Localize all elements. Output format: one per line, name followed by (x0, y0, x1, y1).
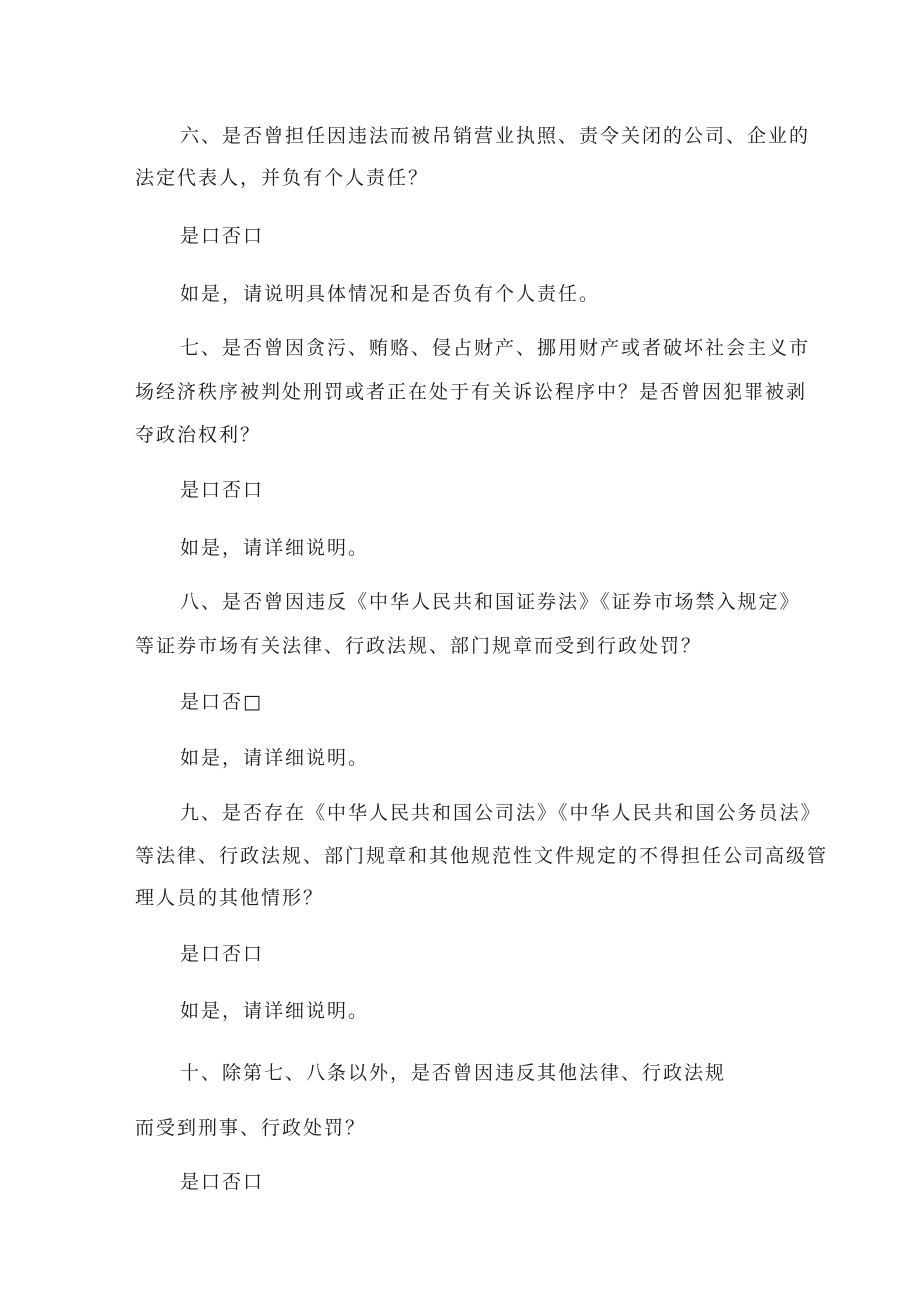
q7-text-line-1: 七、是否曾因贪污、贿赂、侵占财产、挪用财产或者破坏社会主义市 (180, 337, 811, 359)
q6-answer: 是口否口 (180, 225, 265, 247)
q8-text-line-2: 等证券市场有关法律、行政法规、部门规章而受到行政处罚？ (135, 635, 703, 657)
q10-text-line-2: 而受到刑事、行政处罚？ (135, 1117, 367, 1139)
q7-answer: 是口否口 (180, 479, 265, 501)
q6-note: 如是，请说明具体情况和是否负有个人责任。 (180, 283, 601, 305)
q9-text-line-3: 理人员的其他情形？ (135, 887, 325, 909)
q10-answer: 是口否口 (180, 1171, 265, 1193)
q7-note: 如是，请详细说明。 (180, 537, 370, 559)
q7-text-line-2: 场经济秩序被判处刑罚或者正在处于有关诉讼程序中？是否曾因犯罪被剥 (135, 381, 808, 403)
q9-text-line-2: 等法律、行政法规、部门规章和其他规范性文件规定的不得担任公司高级管 (135, 845, 829, 867)
q9-text-line-1: 九、是否存在《中华人民共和国公司法》《中华人民共和国公务员法》 (180, 802, 822, 824)
q8-text-line-1: 八、是否曾因违反《中华人民共和国证券法》《证券市场禁入规定》 (180, 591, 801, 613)
q8-answer: 是口否□ (180, 691, 263, 713)
q7-text-line-3: 夺政治权利？ (135, 424, 262, 446)
q6-text-line-2: 法定代表人，并负有个人责任？ (135, 167, 430, 189)
q6-text-line-1: 六、是否曾担任因违法而被吊销营业执照、责令关闭的公司、企业的 (180, 125, 811, 147)
q8-note: 如是，请详细说明。 (180, 747, 370, 769)
q9-note: 如是，请详细说明。 (180, 1000, 370, 1022)
q10-text-line-1: 十、除第七、八条以外，是否曾因违反其他法律、行政法规 (180, 1062, 727, 1084)
q9-answer: 是口否口 (180, 943, 265, 965)
